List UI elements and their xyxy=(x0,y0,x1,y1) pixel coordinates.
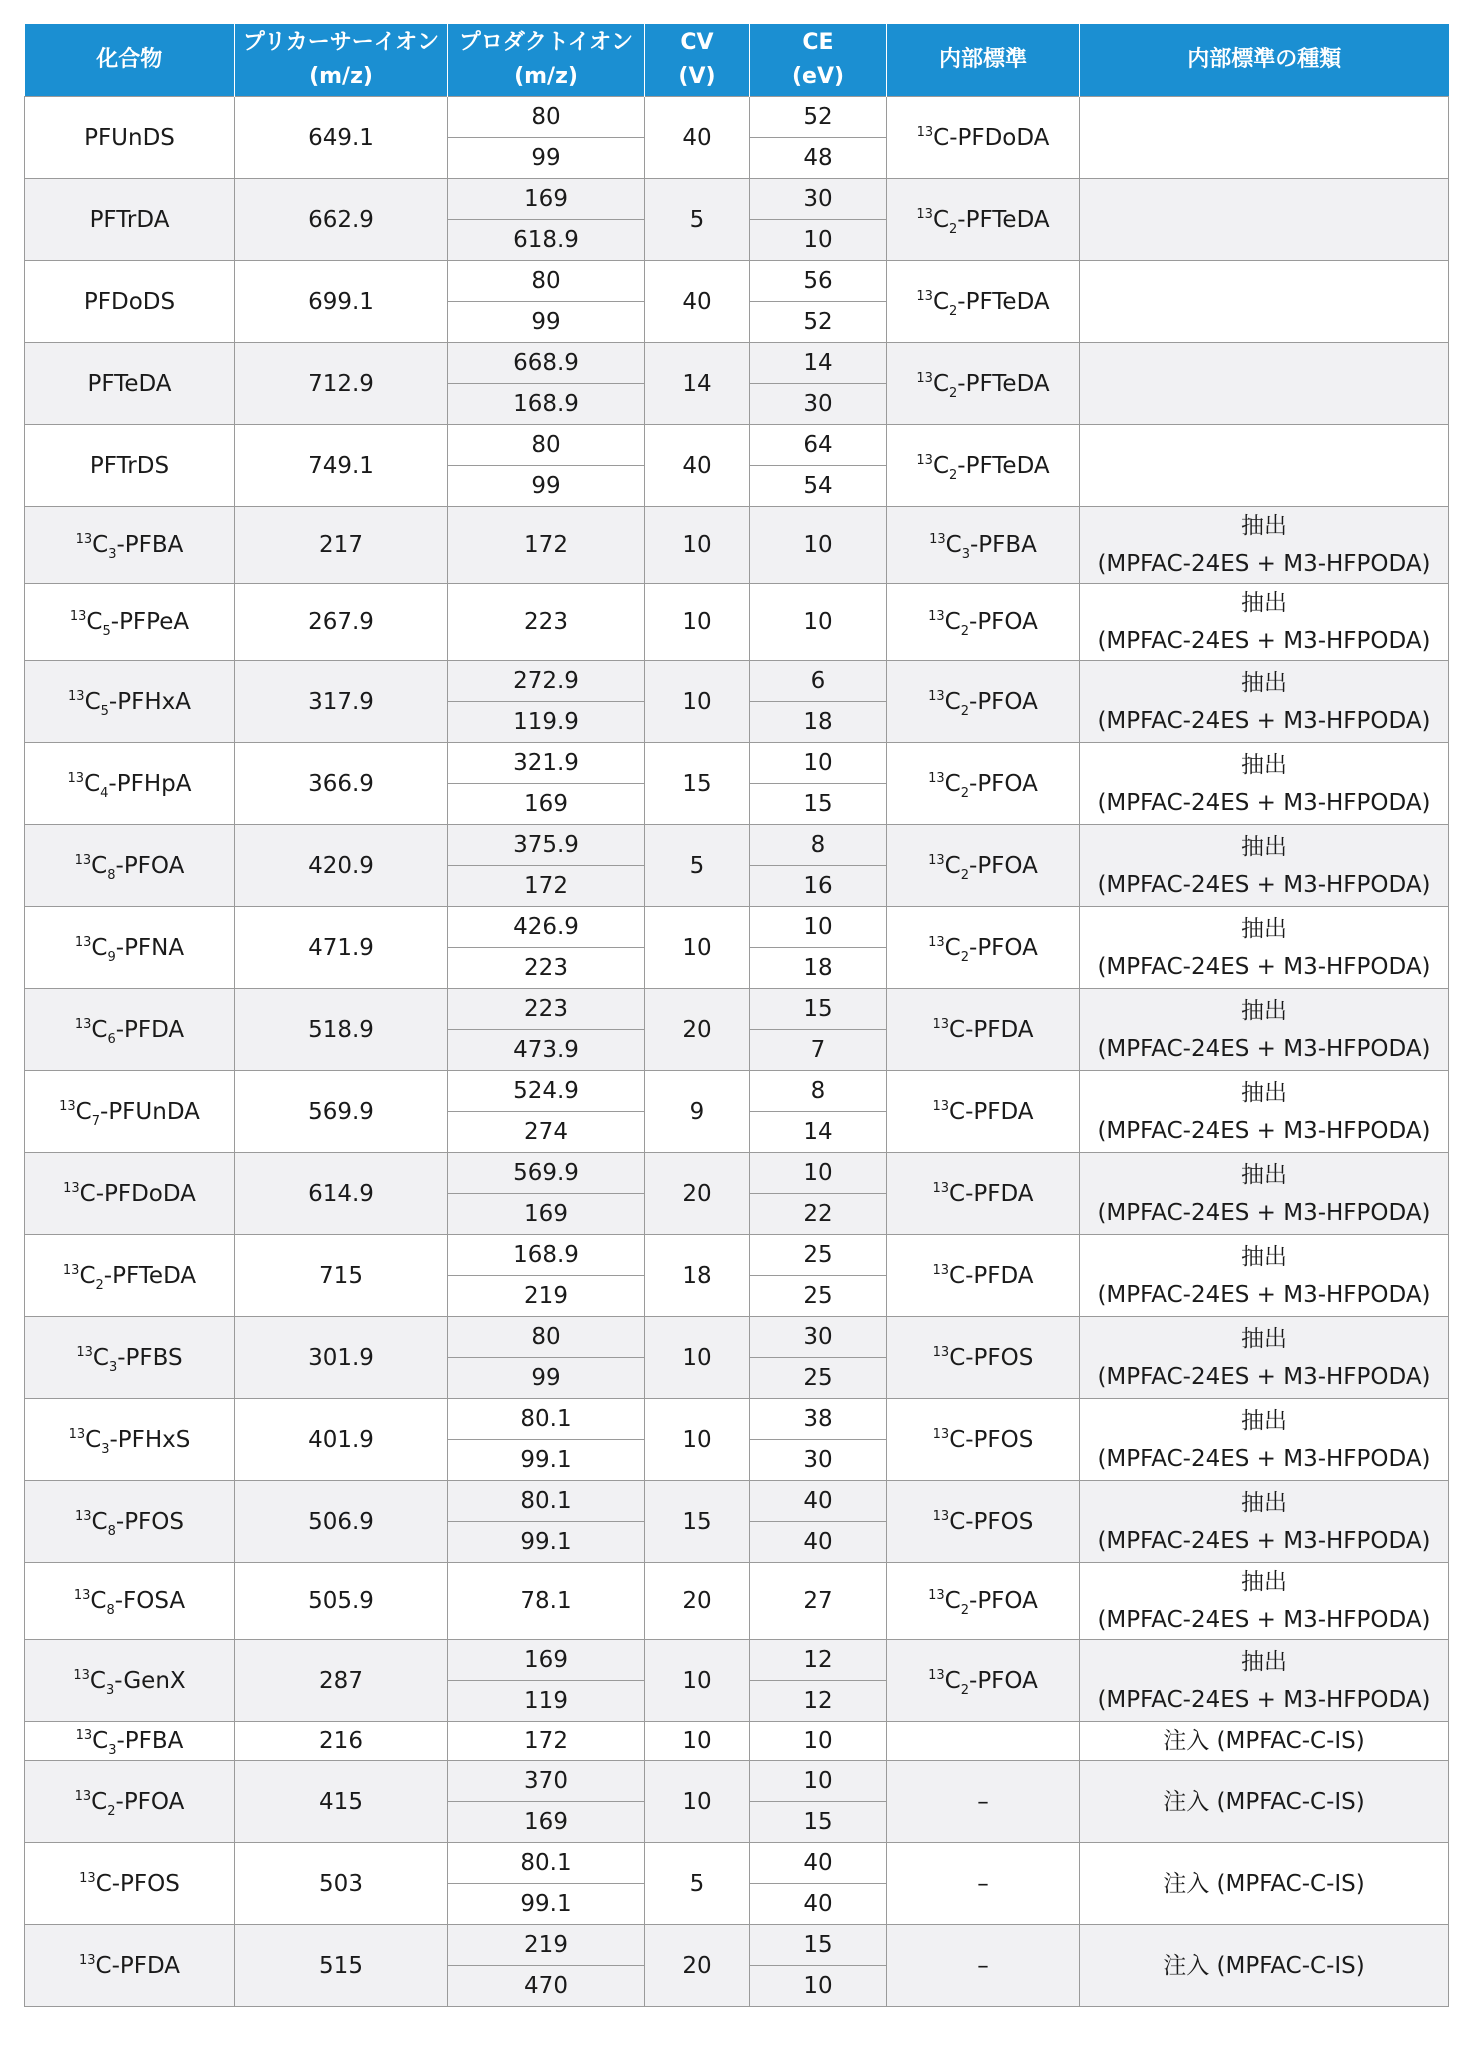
ce-cell: 25 xyxy=(750,1358,887,1399)
compound-cell: $^{13}C_2$-PFTeDA xyxy=(25,1235,235,1317)
ce-cell: 25 xyxy=(750,1235,887,1276)
ce-cell: 54 xyxy=(750,466,887,507)
header-cv-unit: (V) xyxy=(678,64,716,89)
cv-cell: 18 xyxy=(645,1235,750,1317)
compound-cell: $^{13}C_3$-PFBA xyxy=(25,1722,235,1761)
table-row xyxy=(25,1153,1449,1194)
compound-cell: $^{13}C_3$-PFBS xyxy=(25,1317,235,1399)
table-row xyxy=(25,1925,1449,1966)
product-ion-cell: 223 xyxy=(448,948,645,989)
ce-cell: 30 xyxy=(750,384,887,425)
cv-cell: 20 xyxy=(645,1925,750,2007)
type-line: 注入 (MPFAC-C-IS) xyxy=(1163,1870,1365,1897)
compound-cell: $^{13}C_5$-PFHxA xyxy=(25,661,235,743)
table-row xyxy=(25,97,1449,138)
table-row xyxy=(25,425,1449,466)
precursor-cell: 287 xyxy=(235,1640,448,1722)
product-ion-cell: 172 xyxy=(448,1722,645,1761)
header-internal-standard: 内部標準 xyxy=(887,24,1080,97)
product-ion-cell: 668.9 xyxy=(448,343,645,384)
precursor-cell: 662.9 xyxy=(235,179,448,261)
product-ion-cell: 99.1 xyxy=(448,1522,645,1563)
type-line: 抽出 xyxy=(1241,833,1287,860)
type-line: 抽出 xyxy=(1241,751,1287,778)
ce-cell: 6 xyxy=(750,661,887,702)
type-line: (MPFAC-24ES + M3-HFPODA) xyxy=(1097,871,1431,898)
internal-standard-cell: $^{13}C_2$-PFOA xyxy=(887,584,1080,661)
internal-standard-cell: $^{13}C_2$-PFOA xyxy=(887,825,1080,907)
table-row xyxy=(25,1399,1449,1440)
internal-standard-cell: $^{13}$C-PFDA xyxy=(887,1153,1080,1235)
product-ion-cell: 375.9 xyxy=(448,825,645,866)
type-line: (MPFAC-24ES + M3-HFPODA) xyxy=(1097,1363,1431,1390)
cv-cell: 10 xyxy=(645,907,750,989)
cv-cell: 10 xyxy=(645,1761,750,1843)
header-precursor: プリカーサーイオン (m/z) xyxy=(235,24,448,97)
cv-cell: 10 xyxy=(645,507,750,584)
internal-standard-cell: $^{13}C_2$-PFOA xyxy=(887,1563,1080,1640)
internal-standard-type-cell xyxy=(1080,825,1449,907)
type-line: (MPFAC-24ES + M3-HFPODA) xyxy=(1097,1199,1431,1226)
precursor-cell: 712.9 xyxy=(235,343,448,425)
compound-cell: $^{13}C_3$-PFBA xyxy=(25,507,235,584)
precursor-cell: 317.9 xyxy=(235,661,448,743)
product-ion-cell: 119.9 xyxy=(448,702,645,743)
type-line: (MPFAC-24ES + M3-HFPODA) xyxy=(1097,707,1431,734)
table-row xyxy=(25,1563,1449,1640)
ce-cell: 27 xyxy=(750,1563,887,1640)
product-ion-cell: 272.9 xyxy=(448,661,645,702)
internal-standard-cell: $^{13}C_2$-PFOA xyxy=(887,743,1080,825)
ce-cell: 18 xyxy=(750,948,887,989)
ce-cell: 15 xyxy=(750,784,887,825)
table-row xyxy=(25,1481,1449,1522)
product-ion-cell: 618.9 xyxy=(448,220,645,261)
product-ion-cell: 80.1 xyxy=(448,1481,645,1522)
product-ion-cell: 169 xyxy=(448,1640,645,1681)
ce-cell: 40 xyxy=(750,1843,887,1884)
product-ion-cell: 80.1 xyxy=(448,1399,645,1440)
ce-cell: 10 xyxy=(750,1966,887,2007)
ce-cell: 14 xyxy=(750,343,887,384)
compound-cell: PFTrDS xyxy=(25,425,235,507)
ce-cell: 10 xyxy=(750,507,887,584)
product-ion-cell: 370 xyxy=(448,1761,645,1802)
precursor-cell: 649.1 xyxy=(235,97,448,179)
ce-cell: 8 xyxy=(750,825,887,866)
precursor-cell: 301.9 xyxy=(235,1317,448,1399)
product-ion-cell: 99 xyxy=(448,302,645,343)
product-ion-cell: 99.1 xyxy=(448,1884,645,1925)
product-ion-cell: 169 xyxy=(448,1194,645,1235)
product-ion-cell: 80 xyxy=(448,1317,645,1358)
ce-cell: 8 xyxy=(750,1071,887,1112)
ce-cell: 40 xyxy=(750,1522,887,1563)
type-line: 抽出 xyxy=(1241,1325,1287,1352)
cv-cell: 10 xyxy=(645,1722,750,1761)
mrm-parameter-table xyxy=(24,24,1449,2007)
cv-cell: 14 xyxy=(645,343,750,425)
type-line: (MPFAC-24ES + M3-HFPODA) xyxy=(1097,1527,1431,1554)
product-ion-cell: 80 xyxy=(448,261,645,302)
ce-cell: 10 xyxy=(750,220,887,261)
ce-cell: 52 xyxy=(750,97,887,138)
type-line: (MPFAC-24ES + M3-HFPODA) xyxy=(1097,628,1431,654)
ce-cell: 15 xyxy=(750,1802,887,1843)
type-line: 注入 (MPFAC-C-IS) xyxy=(1163,1952,1365,1979)
product-ion-cell: 78.1 xyxy=(448,1563,645,1640)
table-row xyxy=(25,907,1449,948)
cv-cell: 40 xyxy=(645,425,750,507)
ce-cell: 38 xyxy=(750,1399,887,1440)
internal-standard-type-cell xyxy=(1080,425,1449,507)
ce-cell: 22 xyxy=(750,1194,887,1235)
internal-standard-type-cell xyxy=(1080,343,1449,425)
internal-standard-type-cell xyxy=(1080,1761,1449,1843)
type-line: (MPFAC-24ES + M3-HFPODA) xyxy=(1097,1117,1431,1144)
product-ion-cell: 169 xyxy=(448,1802,645,1843)
type-line: 抽出 xyxy=(1241,1161,1287,1188)
compound-cell: PFUnDS xyxy=(25,97,235,179)
cv-cell: 20 xyxy=(645,989,750,1071)
product-ion-cell: 119 xyxy=(448,1681,645,1722)
header-internal-standard-type: 内部標準の種類 xyxy=(1080,24,1449,97)
internal-standard-cell: $^{13}C_2$-PFTeDA xyxy=(887,179,1080,261)
compound-cell: PFTeDA xyxy=(25,343,235,425)
precursor-cell: 715 xyxy=(235,1235,448,1317)
internal-standard-type-cell xyxy=(1080,97,1449,179)
type-line: 抽出 xyxy=(1241,1489,1287,1516)
header-precursor-unit: (m/z) xyxy=(309,64,373,89)
product-ion-cell: 470 xyxy=(448,1966,645,2007)
type-line: 抽出 xyxy=(1241,997,1287,1024)
precursor-cell: 420.9 xyxy=(235,825,448,907)
internal-standard-type-cell xyxy=(1080,1640,1449,1722)
ce-cell: 30 xyxy=(750,179,887,220)
table-row xyxy=(25,743,1449,784)
product-ion-cell: 274 xyxy=(448,1112,645,1153)
type-line: 抽出 xyxy=(1241,915,1287,942)
precursor-cell: 216 xyxy=(235,1722,448,1761)
precursor-cell: 614.9 xyxy=(235,1153,448,1235)
header-compound: 化合物 xyxy=(25,24,235,97)
ce-cell: 10 xyxy=(750,1153,887,1194)
ce-cell: 25 xyxy=(750,1276,887,1317)
internal-standard-type-cell xyxy=(1080,1071,1449,1153)
cv-cell: 9 xyxy=(645,1071,750,1153)
type-line: (MPFAC-24ES + M3-HFPODA) xyxy=(1097,1281,1431,1308)
type-line: 抽出 xyxy=(1241,1569,1287,1595)
internal-standard-type-cell xyxy=(1080,743,1449,825)
ce-cell: 64 xyxy=(750,425,887,466)
product-ion-cell: 168.9 xyxy=(448,384,645,425)
internal-standard-cell: $^{13}$C-PFOS xyxy=(887,1399,1080,1481)
table-row xyxy=(25,1071,1449,1112)
table-row xyxy=(25,1235,1449,1276)
internal-standard-cell: $^{13}$C-PFDA xyxy=(887,1235,1080,1317)
internal-standard-cell: $^{13}$C-PFOS xyxy=(887,1481,1080,1563)
precursor-cell: 749.1 xyxy=(235,425,448,507)
type-line: (MPFAC-24ES + M3-HFPODA) xyxy=(1097,551,1431,577)
internal-standard-cell: $^{13}C_3$-PFBA xyxy=(887,507,1080,584)
table-row xyxy=(25,1640,1449,1681)
type-line: 抽出 xyxy=(1241,1079,1287,1106)
ce-cell: 15 xyxy=(750,989,887,1030)
header-product: プロダクトイオン (m/z) xyxy=(448,24,645,97)
internal-standard-type-cell xyxy=(1080,1235,1449,1317)
cv-cell: 10 xyxy=(645,661,750,743)
precursor-cell: 401.9 xyxy=(235,1399,448,1481)
compound-cell: $^{13}C_8$-FOSA xyxy=(25,1563,235,1640)
internal-standard-cell: $^{13}C_2$-PFTeDA xyxy=(887,425,1080,507)
cv-cell: 40 xyxy=(645,97,750,179)
cv-cell: 10 xyxy=(645,1640,750,1722)
product-ion-cell: 80 xyxy=(448,425,645,466)
internal-standard-cell: $^{13}$C-PFDoDA xyxy=(887,97,1080,179)
internal-standard-cell: $^{13}C_2$-PFTeDA xyxy=(887,343,1080,425)
internal-standard-type-cell xyxy=(1080,1563,1449,1640)
internal-standard-type-cell xyxy=(1080,661,1449,743)
ce-cell: 18 xyxy=(750,702,887,743)
ce-cell: 40 xyxy=(750,1481,887,1522)
header-cv: CV (V) xyxy=(645,24,750,97)
internal-standard-type-cell xyxy=(1080,507,1449,584)
internal-standard-type-cell xyxy=(1080,1843,1449,1925)
ce-cell: 7 xyxy=(750,1030,887,1071)
table-row xyxy=(25,507,1449,584)
table-row xyxy=(25,179,1449,220)
type-line: 注入 (MPFAC-C-IS) xyxy=(1163,1728,1365,1754)
cv-cell: 15 xyxy=(645,743,750,825)
product-ion-cell: 219 xyxy=(448,1276,645,1317)
precursor-cell: 415 xyxy=(235,1761,448,1843)
table-row xyxy=(25,989,1449,1030)
cv-cell: 10 xyxy=(645,1399,750,1481)
ce-cell: 10 xyxy=(750,584,887,661)
header-ce: CE (eV) xyxy=(750,24,887,97)
product-ion-cell: 99.1 xyxy=(448,1440,645,1481)
compound-cell: $^{13}C_4$-PFHpA xyxy=(25,743,235,825)
ce-cell: 30 xyxy=(750,1440,887,1481)
internal-standard-cell: $^{13}C_2$-PFOA xyxy=(887,1640,1080,1722)
product-ion-cell: 524.9 xyxy=(448,1071,645,1112)
product-ion-cell: 321.9 xyxy=(448,743,645,784)
product-ion-cell: 223 xyxy=(448,584,645,661)
internal-standard-cell: – xyxy=(887,1761,1080,1843)
type-line: (MPFAC-24ES + M3-HFPODA) xyxy=(1097,1686,1431,1713)
ce-cell: 40 xyxy=(750,1884,887,1925)
ce-cell: 12 xyxy=(750,1681,887,1722)
internal-standard-cell xyxy=(887,1722,1080,1761)
ce-cell: 12 xyxy=(750,1640,887,1681)
ce-cell: 15 xyxy=(750,1925,887,1966)
table-row xyxy=(25,261,1449,302)
cv-cell: 20 xyxy=(645,1153,750,1235)
product-ion-cell: 169 xyxy=(448,179,645,220)
header-ce-unit: (eV) xyxy=(791,64,845,89)
precursor-cell: 505.9 xyxy=(235,1563,448,1640)
ce-cell: 56 xyxy=(750,261,887,302)
ce-cell: 16 xyxy=(750,866,887,907)
cv-cell: 10 xyxy=(645,1317,750,1399)
table-row xyxy=(25,1843,1449,1884)
ce-cell: 10 xyxy=(750,743,887,784)
type-line: 注入 (MPFAC-C-IS) xyxy=(1163,1788,1365,1815)
product-ion-cell: 172 xyxy=(448,866,645,907)
product-ion-cell: 169 xyxy=(448,784,645,825)
cv-cell: 20 xyxy=(645,1563,750,1640)
type-line: (MPFAC-24ES + M3-HFPODA) xyxy=(1097,1035,1431,1062)
internal-standard-type-cell xyxy=(1080,179,1449,261)
type-line: (MPFAC-24ES + M3-HFPODA) xyxy=(1097,1607,1431,1633)
ce-cell: 10 xyxy=(750,1722,887,1761)
cv-cell: 15 xyxy=(645,1481,750,1563)
internal-standard-cell: – xyxy=(887,1925,1080,2007)
internal-standard-cell: $^{13}C_2$-PFTeDA xyxy=(887,261,1080,343)
compound-cell: $^{13}C_6$-PFDA xyxy=(25,989,235,1071)
type-line: 抽出 xyxy=(1241,1648,1287,1675)
table-row xyxy=(25,825,1449,866)
cv-cell: 5 xyxy=(645,179,750,261)
type-line: 抽出 xyxy=(1241,669,1287,696)
internal-standard-cell: $^{13}$C-PFOS xyxy=(887,1317,1080,1399)
product-ion-cell: 99 xyxy=(448,138,645,179)
precursor-cell: 503 xyxy=(235,1843,448,1925)
internal-standard-cell: $^{13}C_2$-PFOA xyxy=(887,907,1080,989)
compound-cell: $^{13}C_9$-PFNA xyxy=(25,907,235,989)
compound-cell: $^{13}$C-PFDA xyxy=(25,1925,235,2007)
ce-cell: 48 xyxy=(750,138,887,179)
ce-cell: 10 xyxy=(750,1761,887,1802)
internal-standard-type-cell xyxy=(1080,1153,1449,1235)
table-header-row xyxy=(25,24,1449,97)
product-ion-cell: 168.9 xyxy=(448,1235,645,1276)
internal-standard-type-cell xyxy=(1080,1925,1449,2007)
table-row xyxy=(25,1761,1449,1802)
precursor-cell: 366.9 xyxy=(235,743,448,825)
compound-cell: $^{13}C_7$-PFUnDA xyxy=(25,1071,235,1153)
product-ion-cell: 99 xyxy=(448,466,645,507)
compound-cell: $^{13}C_5$-PFPeA xyxy=(25,584,235,661)
compound-cell: PFDoDS xyxy=(25,261,235,343)
product-ion-cell: 569.9 xyxy=(448,1153,645,1194)
compound-cell: $^{13}C_8$-PFOA xyxy=(25,825,235,907)
table-body xyxy=(25,97,1449,2007)
compound-cell: $^{13}C_3$-GenX xyxy=(25,1640,235,1722)
compound-cell: PFTrDA xyxy=(25,179,235,261)
type-line: 抽出 xyxy=(1241,1407,1287,1434)
internal-standard-type-cell xyxy=(1080,907,1449,989)
type-line: (MPFAC-24ES + M3-HFPODA) xyxy=(1097,953,1431,980)
cv-cell: 5 xyxy=(645,1843,750,1925)
table-row xyxy=(25,343,1449,384)
type-line: 抽出 xyxy=(1241,590,1287,616)
product-ion-cell: 219 xyxy=(448,1925,645,1966)
precursor-cell: 506.9 xyxy=(235,1481,448,1563)
product-ion-cell: 80 xyxy=(448,97,645,138)
ce-cell: 14 xyxy=(750,1112,887,1153)
product-ion-cell: 223 xyxy=(448,989,645,1030)
product-ion-cell: 80.1 xyxy=(448,1843,645,1884)
internal-standard-type-cell xyxy=(1080,1722,1449,1761)
compound-cell: $^{13}$C-PFOS xyxy=(25,1843,235,1925)
cv-cell: 40 xyxy=(645,261,750,343)
internal-standard-type-cell xyxy=(1080,1317,1449,1399)
compound-cell: $^{13}C_3$-PFHxS xyxy=(25,1399,235,1481)
table-row xyxy=(25,1317,1449,1358)
precursor-cell: 518.9 xyxy=(235,989,448,1071)
internal-standard-cell: – xyxy=(887,1843,1080,1925)
internal-standard-cell: $^{13}$C-PFDA xyxy=(887,1071,1080,1153)
product-ion-cell: 99 xyxy=(448,1358,645,1399)
type-line: (MPFAC-24ES + M3-HFPODA) xyxy=(1097,1445,1431,1472)
internal-standard-type-cell xyxy=(1080,584,1449,661)
table-row xyxy=(25,661,1449,702)
internal-standard-type-cell xyxy=(1080,1399,1449,1481)
precursor-cell: 267.9 xyxy=(235,584,448,661)
compound-cell: $^{13}$C-PFDoDA xyxy=(25,1153,235,1235)
compound-cell: $^{13}C_8$-PFOS xyxy=(25,1481,235,1563)
product-ion-cell: 426.9 xyxy=(448,907,645,948)
internal-standard-cell: $^{13}$C-PFDA xyxy=(887,989,1080,1071)
precursor-cell: 217 xyxy=(235,507,448,584)
table-row xyxy=(25,584,1449,661)
header-product-unit: (m/z) xyxy=(514,64,578,89)
compound-cell: $^{13}C_2$-PFOA xyxy=(25,1761,235,1843)
type-line: 抽出 xyxy=(1241,1243,1287,1270)
ce-cell: 10 xyxy=(750,907,887,948)
cv-cell: 5 xyxy=(645,825,750,907)
type-line: 抽出 xyxy=(1241,513,1287,539)
product-ion-cell: 172 xyxy=(448,507,645,584)
precursor-cell: 471.9 xyxy=(235,907,448,989)
internal-standard-type-cell xyxy=(1080,989,1449,1071)
precursor-cell: 569.9 xyxy=(235,1071,448,1153)
cv-cell: 10 xyxy=(645,584,750,661)
table-row xyxy=(25,1722,1449,1761)
product-ion-cell: 473.9 xyxy=(448,1030,645,1071)
ce-cell: 30 xyxy=(750,1317,887,1358)
ce-cell: 52 xyxy=(750,302,887,343)
type-line: (MPFAC-24ES + M3-HFPODA) xyxy=(1097,789,1431,816)
internal-standard-cell: $^{13}C_2$-PFOA xyxy=(887,661,1080,743)
internal-standard-type-cell xyxy=(1080,261,1449,343)
precursor-cell: 699.1 xyxy=(235,261,448,343)
precursor-cell: 515 xyxy=(235,1925,448,2007)
internal-standard-type-cell xyxy=(1080,1481,1449,1563)
